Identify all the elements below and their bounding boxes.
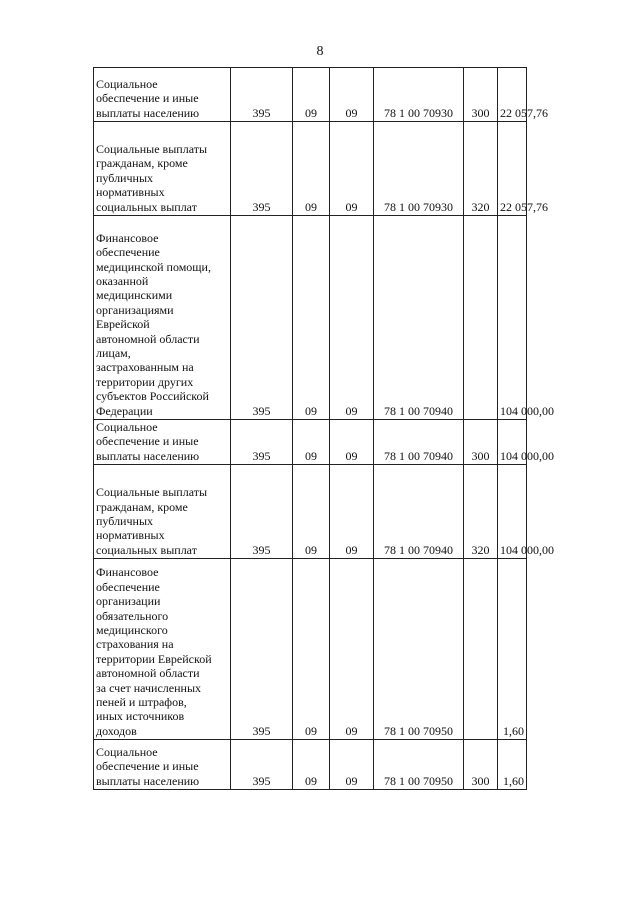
csr-cell-value: 78 1 00 70940 xyxy=(384,542,453,557)
table-row xyxy=(94,216,527,420)
name-line: обеспечение и иные xyxy=(96,91,199,106)
vr-cell xyxy=(464,465,498,559)
grbs-cell xyxy=(231,122,293,216)
name-line: за счет начисленных xyxy=(96,680,202,695)
name-line: выплаты населению xyxy=(96,773,200,788)
pr-cell-value: 09 xyxy=(345,773,358,788)
name-line: Еврейской xyxy=(96,317,150,332)
name-line: обеспечение xyxy=(96,245,160,260)
name-line: автономной области xyxy=(96,666,200,681)
rz-cell xyxy=(293,740,330,790)
sum-cell-value: 22 057,76 xyxy=(500,105,548,120)
sum-cell xyxy=(498,216,554,420)
rz-cell-value: 09 xyxy=(305,199,317,214)
name-line: обязательного xyxy=(96,608,169,623)
pr-cell-value: 09 xyxy=(345,723,358,738)
csr-cell xyxy=(374,740,464,790)
rz-cell xyxy=(293,122,330,216)
name-cell xyxy=(94,740,231,790)
pr-cell xyxy=(330,122,374,216)
name-line: оказанной xyxy=(96,273,149,288)
name-line: застрахованным на xyxy=(96,360,194,375)
grbs-cell xyxy=(231,740,293,790)
sum-cell xyxy=(498,122,548,216)
name-cell xyxy=(94,122,231,216)
grbs-cell-value: 395 xyxy=(252,199,271,214)
grbs-cell xyxy=(231,68,293,122)
csr-cell xyxy=(374,559,464,740)
name-line: автономной области xyxy=(96,331,200,346)
pr-cell xyxy=(330,740,374,790)
grbs-cell-value: 395 xyxy=(252,723,271,738)
name-line: субъектов Российской xyxy=(96,389,209,404)
name-line: медицинской помощи, xyxy=(96,259,211,274)
name-line: Социальные выплаты xyxy=(96,141,208,156)
table-row xyxy=(94,420,527,465)
name-line: гражданам, кроме xyxy=(96,499,188,514)
pr-cell xyxy=(330,68,374,122)
table-row xyxy=(94,740,527,790)
table-row xyxy=(94,559,527,740)
name-line: организации xyxy=(96,594,161,609)
name-line: нормативных xyxy=(96,185,165,200)
table-row xyxy=(94,122,527,216)
name-line: выплаты населению xyxy=(96,448,200,463)
csr-cell-value: 78 1 00 70940 xyxy=(384,403,453,418)
grbs-cell xyxy=(231,465,293,559)
rz-cell-value: 09 xyxy=(305,542,317,557)
name-line: медицинского xyxy=(96,622,168,637)
pr-cell xyxy=(330,420,374,465)
name-line: нормативных xyxy=(96,528,165,543)
sum-cell xyxy=(498,420,554,465)
pr-cell xyxy=(330,559,374,740)
name-line: социальных выплат xyxy=(96,199,197,214)
vr-cell xyxy=(464,420,498,465)
budget-table xyxy=(93,67,554,790)
name-line: обеспечение и иные xyxy=(96,759,199,774)
name-line: Финансовое xyxy=(96,230,159,245)
name-line: гражданам, кроме xyxy=(96,156,188,171)
csr-cell xyxy=(374,216,464,420)
name-line: медицинскими xyxy=(96,288,173,303)
sum-cell-value: 104 000,00 xyxy=(500,448,554,463)
vr-cell-value: 300 xyxy=(471,448,490,463)
table-row xyxy=(94,465,527,559)
grbs-cell-value: 395 xyxy=(252,403,271,418)
grbs-cell xyxy=(231,420,293,465)
sum-cell xyxy=(498,559,527,740)
name-line: страхования на xyxy=(96,637,174,652)
name-line: публичных xyxy=(96,170,153,185)
rz-cell-value: 09 xyxy=(305,723,317,738)
sum-cell-value: 104 000,00 xyxy=(500,542,554,557)
vr-cell xyxy=(464,216,498,420)
pr-cell-value: 09 xyxy=(345,542,358,557)
name-line: пеней и штрафов, xyxy=(96,695,187,709)
grbs-cell xyxy=(231,559,293,740)
name-line: доходов xyxy=(96,723,137,738)
sum-cell-value: 104 000,00 xyxy=(500,403,554,418)
name-line: территории Еврейской xyxy=(96,651,212,666)
name-line: обеспечение и иные xyxy=(96,434,199,449)
name-line: организациями xyxy=(96,302,174,317)
name-cell xyxy=(94,216,231,420)
rz-cell-value: 09 xyxy=(305,105,317,120)
rz-cell-value: 09 xyxy=(305,448,317,463)
name-cell xyxy=(94,559,231,740)
rz-cell xyxy=(293,559,330,740)
pr-cell xyxy=(330,216,374,420)
pr-cell-value: 09 xyxy=(345,199,358,214)
vr-cell xyxy=(464,559,498,740)
grbs-cell-value: 395 xyxy=(252,105,271,120)
vr-cell-value: 300 xyxy=(471,105,490,120)
pr-cell-value: 09 xyxy=(345,448,358,463)
name-line: Социальные выплаты xyxy=(96,485,208,500)
rz-cell xyxy=(293,68,330,122)
table-body xyxy=(94,68,554,790)
csr-cell-value: 78 1 00 70950 xyxy=(384,723,453,738)
csr-cell-value: 78 1 00 70940 xyxy=(384,448,453,463)
sum-cell xyxy=(498,465,554,559)
vr-cell-value: 320 xyxy=(471,542,490,557)
pr-cell-value: 09 xyxy=(345,403,358,418)
name-line: Социальное xyxy=(96,420,158,434)
vr-cell-value: 300 xyxy=(471,773,490,788)
csr-cell-value: 78 1 00 70930 xyxy=(384,105,453,120)
name-line: обеспечение xyxy=(96,579,160,594)
pr-cell-value: 09 xyxy=(345,105,358,120)
sum-cell xyxy=(498,68,548,122)
csr-cell xyxy=(374,465,464,559)
csr-cell xyxy=(374,68,464,122)
table-row xyxy=(94,68,527,122)
sum-cell-value: 1,60 xyxy=(503,723,524,738)
grbs-cell-value: 395 xyxy=(252,448,271,463)
name-cell xyxy=(94,68,231,122)
name-line: социальных выплат xyxy=(96,542,197,557)
sum-cell xyxy=(498,740,527,790)
name-line: Социальное xyxy=(96,745,158,759)
csr-cell xyxy=(374,122,464,216)
name-line: лицам, xyxy=(96,345,131,360)
grbs-cell-value: 395 xyxy=(252,542,271,557)
grbs-cell xyxy=(231,216,293,420)
csr-cell xyxy=(374,420,464,465)
name-line: территории других xyxy=(96,374,194,389)
name-line: Федерации xyxy=(96,403,153,418)
name-line: иных источников xyxy=(96,709,185,724)
vr-cell xyxy=(464,122,498,216)
name-cell xyxy=(94,465,231,559)
pr-cell xyxy=(330,465,374,559)
name-cell xyxy=(94,420,231,465)
sum-cell-value: 22 057,76 xyxy=(500,199,548,214)
page-number: 8 xyxy=(316,44,324,59)
name-line: Социальное xyxy=(96,76,158,91)
rz-cell-value: 09 xyxy=(305,403,317,418)
rz-cell xyxy=(293,420,330,465)
grbs-cell-value: 395 xyxy=(252,773,271,788)
sum-cell-value: 1,60 xyxy=(503,773,524,788)
rz-cell-value: 09 xyxy=(305,773,317,788)
rz-cell xyxy=(293,465,330,559)
vr-cell xyxy=(464,68,498,122)
name-line: Финансовое xyxy=(96,565,159,580)
vr-cell-value: 320 xyxy=(471,199,490,214)
csr-cell-value: 78 1 00 70930 xyxy=(384,199,453,214)
vr-cell xyxy=(464,740,498,790)
name-line: выплаты населению xyxy=(96,105,200,120)
csr-cell-value: 78 1 00 70950 xyxy=(384,773,453,788)
rz-cell xyxy=(293,216,330,420)
name-line: публичных xyxy=(96,514,153,528)
